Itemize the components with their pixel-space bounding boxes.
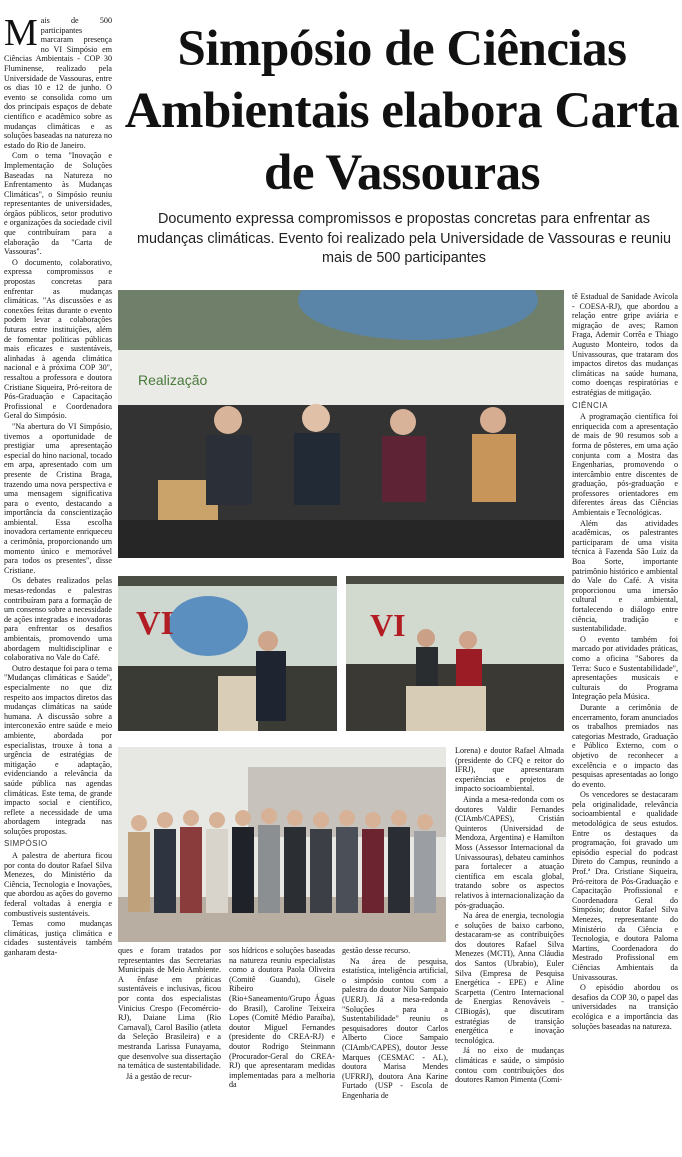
paragraph: Os vencedores se destacaram pela originalidade, relevância socioambiental e qualidade metodológica de seus estudos. Entre os destaques da programação, foi gravado um episódio especial do podcast Direto do Campus, reunindo a Prof.ª Dra. Cristiane Siqueira, Pró-reitora de Pós-Graduação e Capacitação Profissional e Coordenadora Geral do Simpósio; doutor Rafael Silva Menezes, representante do Ministério da Ciência e Tecnologia, e doutora Paloma Martins, Coordenadora do Mestrado Profissional em Ciências Ambientais da Univassouras. [572,790,678,982]
paragraph: Lorena) e doutor Rafael Almada (presidente do CFQ e reitor do IFRJ), que apresentaram experiências e projetos de impacto socioambiental. [455,746,564,794]
stage-logo-text: VI [136,605,174,642]
dropcap: M [4,16,38,54]
paragraph: tê Estadual de Sanidade Avícola - COESA-RJ), que abordou a relação entre gripe aviária e migração de aves; Ramon Fraga, Ademir Corrêa e Thiago Augusto Monteiro, todos da Univassouras, que trataram dos impactos diretos das mudanças climáticas na saúde humana, como doenças respiratórias e estratégias de mitigação. [572,292,678,397]
article-column-1 [4,16,112,1154]
paragraph: "Na abertura do VI Simpósio, tivemos a oportunidade de prestigiar uma apresentação especial do hino nacional, tocado em arpa, apresentado com um presente de Cristina Braga, trazendo uma nova perspectiva e uma mensagem significativa para o evento, destacando a importância da conscientização ambiental. Essa escolha inovadora certamente enriqueceu a cerimônia, proporcionando um momento único e memorável para todos os presentes", disse Cristiane. [4,421,112,575]
paragraph: gestão desse recurso. [342,946,411,955]
photo-group [118,747,446,942]
lead-paragraph: ais de 500 participantes marcaram presença no VI Simpósio em Ciências Ambientais - COP 30 Fluminense, realizado pela Universidade de Vassouras, entre os dias 10 e 12 de junho. O evento se consolida como um dos principais espaços de debate científico e acadêmico sobre as mudanças climáticas e as soluções baseadas na natureza no estado do Rio de Janeiro. [4,16,112,150]
paragraph: Já a gestão de recur- [126,1071,192,1081]
stage-sign-text: Realização [138,372,208,388]
paragraph: Além das atividades acadêmicas, os palestrantes participaram de uma visita técnica à Fazenda São Luiz da Boa Sorte, importante patrimônio histórico e ambiental do Vale do Café. A visita proporcionou uma imersão cultural e ambiental, fortalecendo o diálogo entre ciência, tradição e sustentabilidade. [572,518,678,634]
photo-speaker-podium [118,576,337,731]
paragraph: O evento também foi marcado por atividades práticas, como a oficina "Sabores da Terra: Suco e Sustentabilidade", apresentações musicais e culturais do Programa Integração pela Música. [572,634,678,702]
article-column-5 [342,946,448,1152]
photo-panel-discussion [118,290,564,558]
article-column-6 [572,292,678,1154]
paragraph: O documento, colaborativo, expressa compromissos e propostas concretas para enfrentar as mudanças climáticas. "As discussões e as conexões feitas durante o evento podem levar a colaborações futuras entre instituições, além de fomentar políticas públicas mais eficazes e sustentáveis, alinhadas à agenda climática nacional e à próxima COP 30", ressaltou a professora e doutora Cristiane Siqueira, Pró-reitora de Pós-Graduação e Capacitação Profissional e Coordenadora Geral do Simpósio. [4,257,112,421]
paragraph: ques e foram tratados por representantes das Secretarias Municipais de Meio Ambiente. A ênfase em práticas sustentáveis e inclusivas, ficou por conta dos especialistas Vinicius Crespo (Fecomércio-RJ), Daiane Lima (Rio Carnaval), Carol Basílio (atleta da Seleção Brasileira) e a mestranda Larissa Funayama, que desenvolve sua dissertação na temática de sustentabilidade. [118,946,221,1071]
paragraph: A palestra de abertura ficou por conta do doutor Rafael Silva Menezes, do Ministério da Ciência, Tecnologia e Inovações, que abordou as ações do governo federal voltadas à energia e combustíveis sustentáveis. [4,851,112,918]
article-column-4 [455,746,564,1152]
paragraph: Durante a cerimônia de encerramento, foram anunciados os trabalhos premiados nas categorias Mestrado, Graduação e Público Externo, com o objetivo de reconhecer a excelência e o impacto das pesquisas apresentadas ao longo do evento. [572,702,678,789]
section-heading: CIÊNCIA [572,400,608,410]
article-column-3 [229,946,335,1152]
paragraph: Ainda a mesa-redonda com os doutores Valdir Fernandes (CIAmb/CAPES), Cristián Quinteros (Universidad de Mendoza, Argentina) e Hamilton Moss (Assessor Internacional da Univassouras), debateu caminhos para fortalecer a atuação científica em escala global, tratando sobre os aspectos relativos à internacionalização da pós-graduação. [455,794,564,910]
paragraph: A programação científica foi enriquecida com a apresentação de mais de 90 resumos sob a forma de pôsteres, em uma ação conjunta com a Mostra das Engenharias, promovendo o intercâmbio entre discentes de graduação, pós-graduação e professores orientadores em diferentes áreas das Ciências Ambientais e Tecnológicas. [572,412,678,518]
subtitle: Documento expressa compromissos e propostas concretas para enfrentar as mudanças climáticas. Evento foi realizado pela Universidade de Vassouras e reuniu mais de 500 participantes [136,211,672,266]
paragraph: Temas como mudanças climáticas, justiça climática e cidades sustentáveis também ganharam desta- [4,919,112,957]
paragraph: sos hídricos e soluções baseadas na natureza reuniu especialistas como a doutora Paola Oliveira (Comitê Guandu), Gisele Ribeiro (Rio+Saneamento/Grupo Águas do Brasil), Caroline Teixeira Lopes (Comitê Médio Paraíba), doutor Miguel Fernandes (presidente do CREA-RJ) e doutor Rodrigo Steinmann (Procurador-Geral do CREA-RJ) que apresentaram medidas implementadas para a melhoria da [229,946,335,1090]
paragraph: Já no eixo de mudanças climáticas e saúde, o simpósio contou com contribuições dos doutores Ramon Pimenta (Comi- [455,1046,564,1085]
stage-logo-text: VI [370,607,406,643]
photo-two-speakers [346,576,564,731]
article-column-2 [118,946,221,1152]
paragraph: Outro destaque foi para o tema "Mudanças climáticas e Saúde", especialmente no que diz respeito aos impactos diretos das mudanças climáticas na saúde humana. A discussão sobre a interconexão entre saúde e meio ambiente, abordada por especialistas, trouxe à tona a urgência de estratégias de mitigação e adaptação, evidenciando a relevância da saúde pública nas agendas climáticas. Este tema, de grande impacto social e científico, reflete a necessidade de uma abordagem integrada nas soluções propostas. [4,663,112,836]
paragraph: Os debates realizados pelas mesas-redondas e palestras contribuíram para a formação de um consenso sobre a necessidade de ações integradas e inovadoras para enfrentar os desafios ambientais, promovendo uma abordagem multidisciplinar e colaborativa no Vale do Café. [4,576,112,663]
paragraph: Na área de pesquisa, estatística, inteligência artificial, o simpósio contou com a palestra do doutor Nilo Sampaio (UERJ). Já a mesa-redonda "Soluções para a Sustentabilidade" reuniu os pesquisadores doutor Carlos Alberto Cioce Sampaio (CIAmb/CAPES), doutor Jesse Marques (CESMAC - AL), doutora Marisa Mendes (UFRRJ), doutora Ana Karine Furtado (USP - Escola de Engenharia de [342,956,448,1100]
paragraph: Na área de energia, tecnologia e soluções de baixo carbono, destacaram-se as contribuições dos doutores Rafael Silva Menezes (MCTI), Anna Cláudia dos Santos (Ubrabio), Euler Silva (Empresa de Pesquisa Energética - EPE) e Aline Scarpetta (Centro Internacional de Energias Renováveis - CIBiogás), que discutiram estratégias de transição energética e inovação tecnológica. [455,911,564,1045]
headline: Simpósio de Ciências Ambientais elabora Carta de Vassouras [124,21,680,201]
paragraph: O episódio abordou os desafios da COP 30, o papel das universidades na transição ecológica e a importância das soluções baseadas na natureza. [572,983,678,1031]
section-heading: SIMPÓSIO [4,839,48,849]
paragraph: Com o tema "Inovação e Implementação de Soluções Baseadas na Natureza no Enfrentamento às Mudanças Climáticas", o Simpósio reuniu representantes de universidades, órgãos públicos, setor produtivo e organizações da sociedade civil que contribuíram para a elaboração da "Carta de Vassouras". [4,151,112,257]
